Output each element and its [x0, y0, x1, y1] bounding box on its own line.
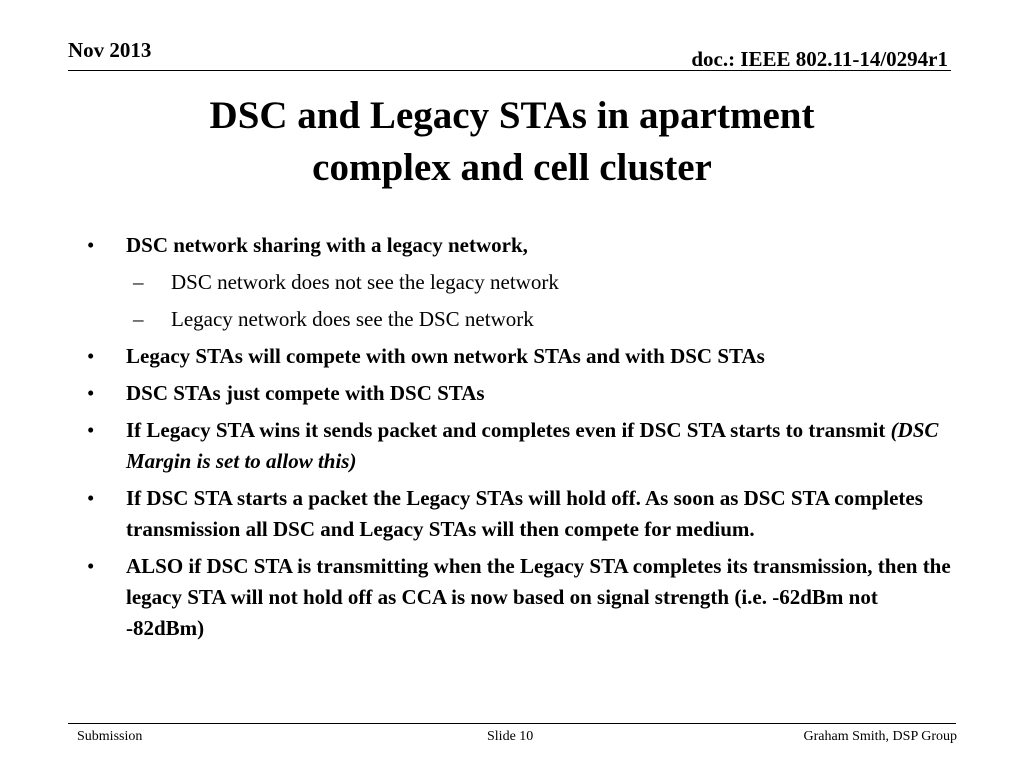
sub-bullet-item [85, 304, 955, 335]
bullet-glyph: • [87, 486, 95, 510]
slide-title-line-2: complex and cell cluster [312, 146, 712, 189]
header-rule [68, 70, 951, 71]
sub-bullet-item [85, 267, 955, 298]
footer-author: Graham Smith, DSP Group [803, 729, 957, 744]
dash-glyph: – [133, 307, 144, 331]
sub-bullet-text: Legacy network does see the DSC network [171, 307, 534, 331]
dash-glyph: – [133, 270, 144, 294]
bullet-italic-note: (DSC Margin is set to allow this) [126, 418, 939, 473]
sub-bullet-text: DSC network does not see the legacy network [171, 270, 559, 294]
bullet-text: ALSO if DSC STA is transmitting when the Legacy STA completes its transmission, then the legacy STA will not hold off as CCA is now based on signal strength (i.e. -62dBm not -82dBm) [126, 554, 951, 640]
slide-title-line-1: DSC and Legacy STAs in apartment [209, 94, 815, 137]
bullet-item [85, 378, 955, 409]
footer-rule [68, 723, 956, 724]
bullet-glyph: • [87, 381, 95, 405]
bullet-text: DSC network sharing with a legacy network, [126, 233, 528, 257]
bullet-item [85, 415, 955, 477]
slide-title [60, 90, 964, 194]
bullet-glyph: • [87, 233, 95, 257]
bullet-glyph: • [87, 418, 95, 442]
bullet-item [85, 341, 955, 372]
slide-body [85, 230, 955, 650]
header-date: Nov 2013 [68, 38, 152, 62]
footer-slide-number: Slide 10 [487, 729, 534, 744]
bullet-text: Legacy STAs will compete with own network STAs and with DSC STAs [126, 344, 765, 368]
bullet-item [85, 230, 955, 261]
bullet-text: If Legacy STA wins it sends packet and completes even if DSC STA starts to transmit [126, 418, 891, 442]
bullet-item [85, 551, 955, 644]
bullet-item [85, 483, 955, 545]
header-doc-id: doc.: IEEE 802.11-14/0294r1 [691, 47, 948, 71]
bullet-text: If DSC STA starts a packet the Legacy STAs will hold off. As soon as DSC STA completes transmission all DSC and Legacy STAs will then compete for medium. [126, 486, 923, 541]
bullet-glyph: • [87, 344, 95, 368]
bullet-text: DSC STAs just compete with DSC STAs [126, 381, 485, 405]
bullet-glyph: • [87, 554, 95, 578]
footer-submission: Submission [77, 729, 143, 744]
